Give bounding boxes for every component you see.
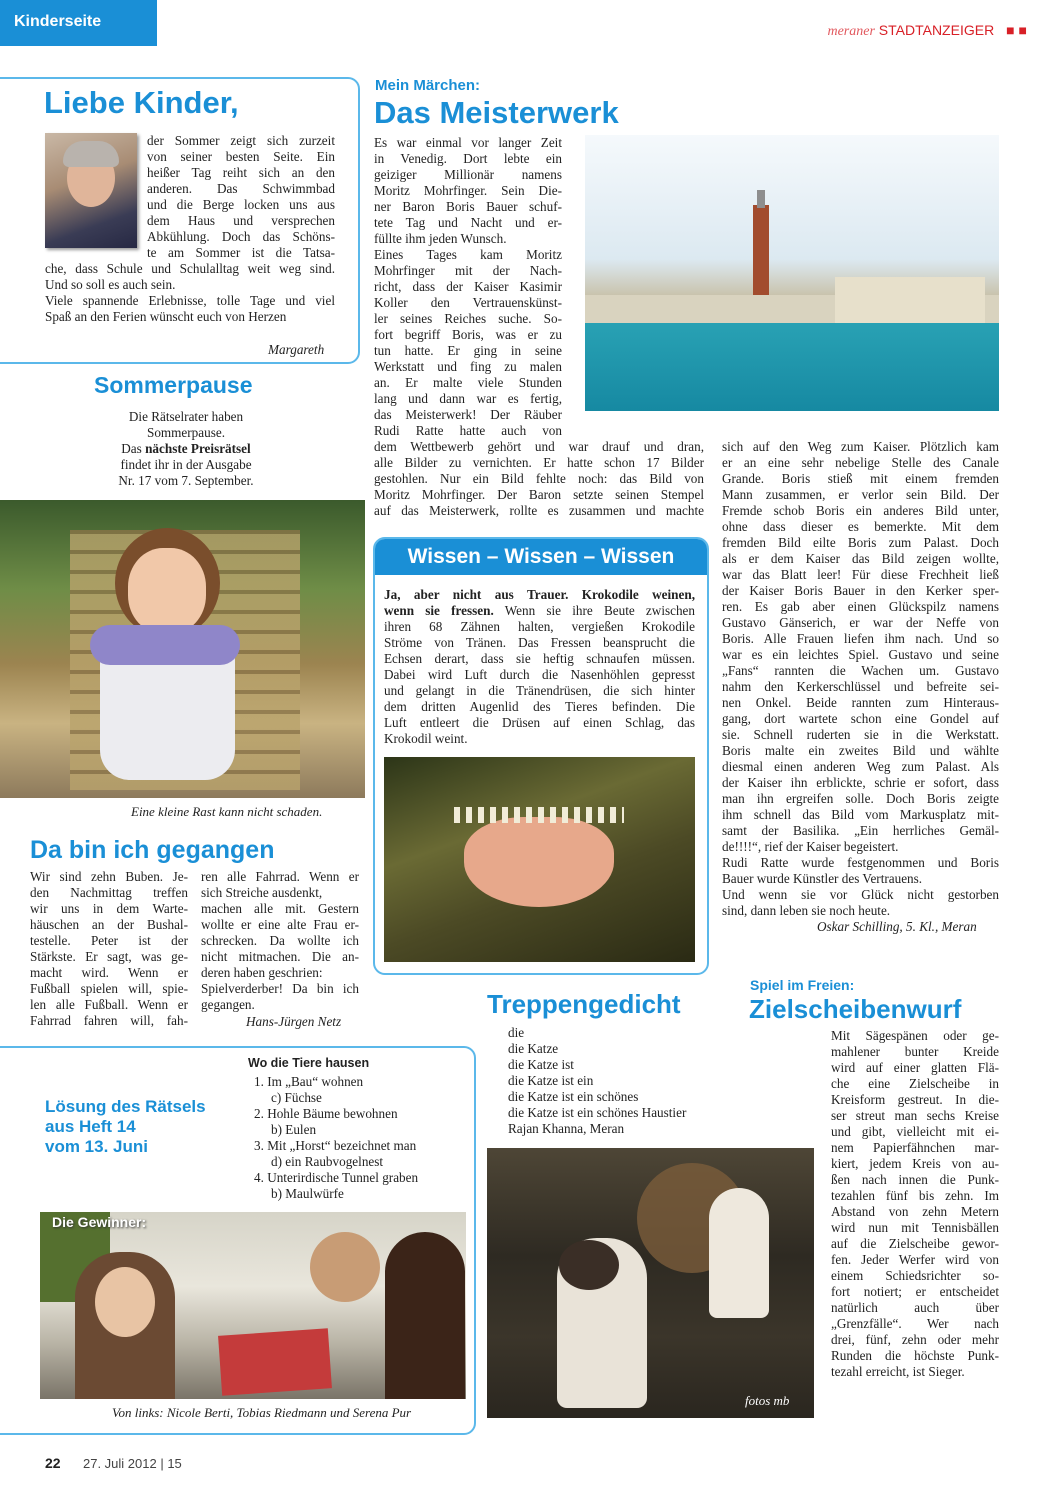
letter-signature: Margareth bbox=[268, 342, 325, 357]
letter-text-wide: che, dass Schule und Schulalltag weit weg sind. Und so soll es auch sein. Viele spannende Erlebnisse, tolle Tage und viel Spaß an den Ferien wünscht euch von Herzen bbox=[45, 261, 335, 324]
girl-photo-caption: Eine kleine Rast kann nicht schaden. bbox=[131, 804, 323, 819]
solution-item: 3. Mit „Horst“ bezeichnet man d) ein Raubvogelnest bbox=[254, 1138, 417, 1169]
section-tab-label: Kinderseite bbox=[14, 13, 102, 30]
maerchen-col1-wide: dem Wettbewerb gehört und war drauf und dran, alle Bilder zu vernichten. Er hatte schon 17 Bilder gestohlen. Nur ein Bild fehlte noch: das Bild von Moritz Mohrfinger. Der Baron setzte seinen Stempel auf das Meisterwerk, rollte es zusammen und machte bbox=[374, 439, 704, 518]
masthead bbox=[827, 22, 1031, 40]
treppe-title: Treppengedicht bbox=[487, 989, 681, 1019]
solution-item: 4. Unterirdische Tunnel graben b) Maulwürfe bbox=[254, 1170, 419, 1201]
spiel-title: Zielscheibenwurf bbox=[749, 994, 962, 1024]
letter-text-narrow: der Sommer zeigt sich zurzeit von seiner besten Seite. Ein heißer Tag reiht sich an den anderen. Das Schwimmbad und die Berge locken uns aus dem Haus und versprechen Abkühlung. Doch das Schöns- te am Sommer ist die Tatsa- bbox=[147, 133, 335, 260]
issue-date: 27. Juli 2012 | 15 bbox=[83, 1456, 182, 1471]
masthead-squares-icon: ■■ bbox=[1006, 22, 1031, 38]
sommerpause-title: Sommerpause bbox=[94, 372, 253, 398]
wissen-title-bar bbox=[375, 539, 707, 575]
solution-subtitle: Wo die Tiere hausen bbox=[248, 1056, 370, 1070]
crocodile-photo bbox=[384, 757, 695, 962]
solution-heading: Lösung des Rätsels aus Heft 14 vom 13. Juni bbox=[45, 1097, 206, 1156]
cats-photo bbox=[487, 1148, 814, 1418]
sommerpause-text: Die Rätselrater haben Sommerpause. Das nächste Preisrätsel findet ihr in der Ausgabe Nr. 17 vom 7. September. bbox=[118, 409, 254, 488]
maerchen-author: Oskar Schilling, 5. Kl., Meran bbox=[817, 919, 977, 934]
solution-list bbox=[254, 1074, 469, 1202]
section-tab bbox=[0, 0, 157, 46]
solution-item: 1. Im „Bau“ wohnen c) Füchse bbox=[254, 1074, 364, 1105]
gegangen-title: Da bin ich gegangen bbox=[30, 836, 275, 864]
wissen-title: Wissen – Wissen – Wissen bbox=[407, 545, 675, 568]
girl-on-deckchair-photo bbox=[0, 500, 365, 798]
maerchen-kicker: Mein Märchen: bbox=[375, 77, 481, 94]
masthead-script: meraner bbox=[827, 24, 875, 39]
winners-caption: Von links: Nicole Berti, Tobias Riedmann und Serena Pur bbox=[112, 1405, 412, 1420]
maerchen-title: Das Meisterwerk bbox=[374, 95, 619, 130]
gegangen-col1: Wir sind zehn Buben. Je- den Nachmittag treffen wir uns in dem Warte- häuschen an der Bushal- testelle. Peter ist der Stärkste. Er sagt, was ge- macht wird. Wenn er Fußball spielen will, spie- len alle Fußball. Wenn er Fahrrad fahren will, fah- bbox=[30, 869, 188, 1028]
spiel-kicker: Spiel im Freien: bbox=[750, 977, 855, 993]
maerchen-col2: sich auf den Weg zum Kaiser. Plötzlich kam er an eine sehr nebelige Stelle des Canale Grande. Boris stieß mit einem fremden Mann zusammen, er verlor sein Bild. Der Fremde schob Boris ein anderes Bild unter, ohne dass dieser es bemerkte. Mit dem fremden Bild eilte Boris zum Palast. Doch als er dem Kaiser das Bild zeigen wollte, war das Blatt leer! Für diese Frechheit ließ der Kaiser Boris Bauer in den Kerker sper- ren. Es gab aber einen Glückspilz namens Gustavo Gänserich, er war der Neffe von Boris. Alle Frauen liefen ihm nach. Und so war es ein leichtes Spiel. Gustavo und seine „Fans“ rannten die Wachen um. Gustavo nahm den Kerkerschlüssel und befreite sei- nen Onkel. Beide rannten zum Hinteraus- gang, dort wartete schon eine Gondel auf sie. Schnell ruderten sie in die Werkstatt. Boris malte ein zweites Bild und wählte diesmal einen anderen Weg zum Palast. Als der Kaiser ihn erblickte, schrie er sofort, dass man ihn ergreifen solle. Doch Boris zeigte ihm schnell das Bild vom Markusplatz mit- samt der Basilika. „Ein herrliches Gemäl- de!!!!“, rief der Kaiser begeistert. Rudi Ratte wurde festgenommen und Boris Bauer wurde Künstler des Vertrauens. Und wenn sie vor Glück nicht gestorben sind, dann leben sie noch heute. bbox=[722, 439, 999, 918]
venice-photo bbox=[585, 135, 999, 411]
wissen-text: Ja, aber nicht aus Trauer. Krokodile weinen, wenn sie fressen. Wenn sie ihre Beute zwischen ihren 68 Zähnen halten, vergießen Krokodile Ströme von Tränen. Das Fressen beansprucht die Echsen derart, dass sie heftig schnaufen müssen. Dabei wird Luft durch die Nasenhöhlen gepresst und gelangt in die Tränendrüsen, die sich hinter dem dritten Augenlid des Tieres befinden. Die Luft entleert die Drüsen auf einen Schlag, das Krokodil weint. bbox=[384, 587, 696, 746]
solution-item: 2. Hohle Bäume bewohnen b) Eulen bbox=[254, 1106, 398, 1137]
gegangen-author: Hans-Jürgen Netz bbox=[246, 1014, 342, 1029]
page-number: 22 bbox=[45, 1455, 61, 1471]
masthead-name: STADTANZEIGER bbox=[878, 22, 995, 38]
letter-title: Liebe Kinder, bbox=[44, 85, 239, 120]
gegangen-col2: ren alle Fahrrad. Wenn er sich Streiche ausdenkt, machen alle mit. Gestern wollte er eine alte Frau er- schrecken. Da wollte ich nicht mitmachen. Die an- deren haben geschrien: Spielverderber! Da bin ich gegangen. bbox=[201, 869, 359, 1012]
treppe-poem: die die Katze die Katze ist die Katze ist ein die Katze ist ein schönes die Katze ist ein schönes Haustier Rajan Khanna, Meran bbox=[508, 1025, 687, 1136]
author-portrait bbox=[45, 133, 137, 248]
winners-photo bbox=[40, 1212, 466, 1399]
maerchen-col1: Es war einmal vor langer Zeit in Venedig. Dort lebte ein geiziger Millionär namens Moritz Mohrfinger. Sein Die- ner Baron Boris Bauer schuf- tete Tag und Nacht und er- füllte ihm jeden Wunsch. Eines Tages kam Moritz Mohrfinger mit der Nach- richt, dass der Kaiser Kasimir Koller den Vertrauenskünst- ler seines Reiches suche. So- fort begriff Boris, was er zu tun hatte. Er ging in seine Werkstatt und fing zu malen an. Er malte viele Stunden lang und dann war es fertig, das Meisterwerk! Der Räuber Rudi Ratte hatte auch von bbox=[374, 135, 562, 438]
winners-label: Die Gewinner: bbox=[52, 1214, 147, 1230]
cats-photo-credit: fotos mb bbox=[745, 1393, 790, 1408]
spiel-text: Mit Sägespänen oder ge- mahlener bunter Kreide wird auf einer glatten Flä- che eine Zielscheibe in Kreisform gestreut. In die- ser streut man sechs Kreise und gibt, vielleicht mit ei- nem Papierfähnchen mar- kiert, jedem Kreis von au- ßen nach innen die Punk- tezahlen fünf bis zehn. Im Abstand von zehn Metern wird nun mit Tennisbällen auf die Zielscheibe gewor- fen. Jeder Werfer wird von einem Schiedsrichter so- fort notiert; er entscheidet natürlich auch über „Grenzfälle“. Wer nach drei, fünf, zehn oder mehr Runden die höchste Punk- tezahl erreicht, ist Sieger. bbox=[831, 1028, 999, 1379]
